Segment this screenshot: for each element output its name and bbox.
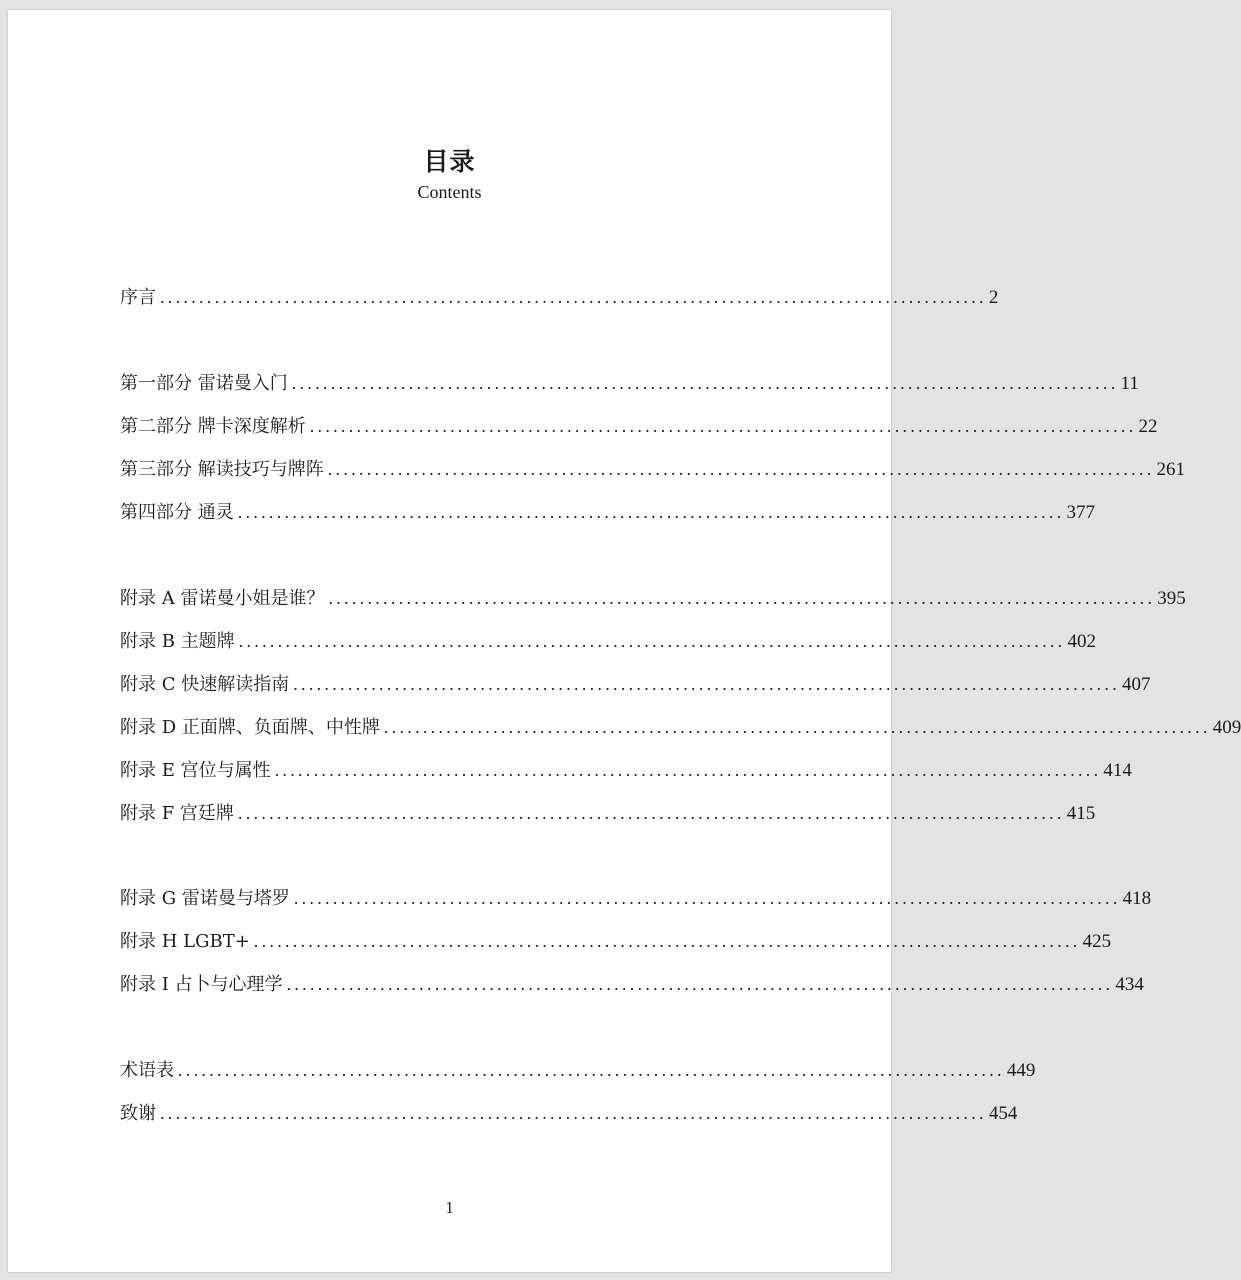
toc-entry-page: 11 — [1120, 373, 1139, 394]
toc-entry-appendix-f[interactable] — [120, 798, 1096, 828]
toc-leader-dots: .......................................................................................................... — [237, 803, 1065, 823]
toc-leader-dots: .......................................................................................................... — [286, 974, 1114, 994]
page-number: 1 — [445, 1198, 454, 1217]
toc-entry-label: 附录 H LGBT+ — [120, 931, 250, 952]
toc-subtitle: Contents — [417, 182, 482, 202]
toc-entry-page: 449 — [1006, 1060, 1036, 1081]
toc-leader-dots: .......................................................................................................... — [274, 760, 1102, 780]
toc-entry-label: 第二部分 牌卡深度解析 — [120, 416, 306, 437]
toc-entry-label: 附录 G 雷诺曼与塔罗 — [120, 888, 290, 909]
toc-leader-dots: .......................................................................................................... — [309, 416, 1137, 436]
toc-entry-glossary[interactable] — [120, 1055, 1036, 1085]
toc-entry-part-2[interactable] — [120, 411, 1158, 441]
toc-entry-label: 术语表 — [120, 1060, 174, 1081]
toc-entry-appendix-e[interactable] — [120, 755, 1132, 785]
toc-entry-page: 454 — [988, 1103, 1018, 1124]
toc-leader-dots: .......................................................................................................... — [160, 1103, 987, 1123]
toc-entry-label: 附录 C 快速解读指南 — [120, 674, 290, 695]
document-page — [8, 10, 1241, 1272]
toc-entry-appendix-g[interactable] — [120, 883, 1152, 913]
toc-leader-dots: .......................................................................................................... — [327, 459, 1155, 479]
toc-entry-page: 261 — [1156, 459, 1186, 480]
toc-entry-page: 22 — [1138, 416, 1158, 437]
toc-entry-page: 395 — [1157, 588, 1186, 609]
toc-entry-page: 407 — [1122, 674, 1151, 695]
toc-entry-label: 附录 E 宫位与属性 — [120, 760, 271, 781]
toc-entry-part-3[interactable] — [120, 454, 1186, 484]
toc-leader-dots: .......................................................................................................... — [291, 373, 1119, 393]
toc-entry-page: 377 — [1066, 502, 1096, 523]
toc-entry-label: 附录 D 正面牌、负面牌、中性牌 — [120, 717, 380, 738]
toc-leader-dots: .......................................................................................................... — [160, 287, 987, 307]
toc-entry-page: 418 — [1122, 888, 1152, 909]
toc-leader-dots: .......................................................................................................... — [178, 1060, 1005, 1080]
toc-entry-label: 致谢 — [120, 1103, 156, 1124]
toc-entry-label: 附录 F 宫廷牌 — [120, 803, 234, 824]
toc-entry-label: 序言 — [120, 287, 156, 308]
toc-entry-page: 409 — [1212, 717, 1241, 738]
toc-entry-appendix-h[interactable] — [120, 926, 1112, 956]
toc-leader-dots: .......................................................................................................... — [293, 674, 1121, 694]
toc-leader-dots: .......................................................................................................... — [238, 631, 1066, 651]
toc-entry-page: 402 — [1067, 631, 1096, 652]
toc-leader-dots: .......................................................................................................... — [237, 502, 1065, 522]
toc-entry-appendix-c[interactable] — [120, 669, 1151, 699]
toc-entry-part-4[interactable] — [120, 497, 1096, 527]
toc-entry-appendix-d[interactable] — [120, 712, 1241, 742]
toc-entry-appendix-i[interactable] — [120, 969, 1144, 999]
toc-entry-appendix-a[interactable] — [120, 583, 1186, 613]
toc-entry-part-1[interactable] — [120, 368, 1139, 398]
toc-entry-page: 2 — [988, 287, 999, 308]
toc-entry-page: 414 — [1103, 760, 1132, 781]
toc-entry-preface[interactable] — [120, 282, 999, 312]
toc-entry-label: 附录 I 占卜与心理学 — [120, 974, 283, 995]
toc-entry-page: 415 — [1066, 803, 1096, 824]
toc-entry-page: 434 — [1115, 974, 1144, 995]
toc-entry-label: 第四部分 通灵 — [120, 502, 234, 523]
toc-entry-label: 附录 B 主题牌 — [120, 631, 235, 652]
toc-entry-label: 第一部分 雷诺曼入门 — [120, 373, 288, 394]
toc-leader-dots: .......................................................................................................... — [383, 717, 1211, 737]
toc-entry-label: 附录 A 雷诺曼小姐是谁？ — [120, 588, 325, 609]
toc-entry-label: 第三部分 解读技巧与牌阵 — [120, 459, 324, 480]
toc-title: 目录 — [423, 147, 476, 176]
toc-entry-acknowledgements[interactable] — [120, 1098, 1018, 1128]
toc-leader-dots: .......................................................................................................... — [328, 588, 1156, 608]
toc-entry-page: 425 — [1082, 931, 1112, 952]
toc-leader-dots: .......................................................................................................... — [253, 931, 1081, 951]
toc-entry-appendix-b[interactable] — [120, 626, 1096, 656]
toc-leader-dots: .......................................................................................................... — [293, 888, 1121, 908]
